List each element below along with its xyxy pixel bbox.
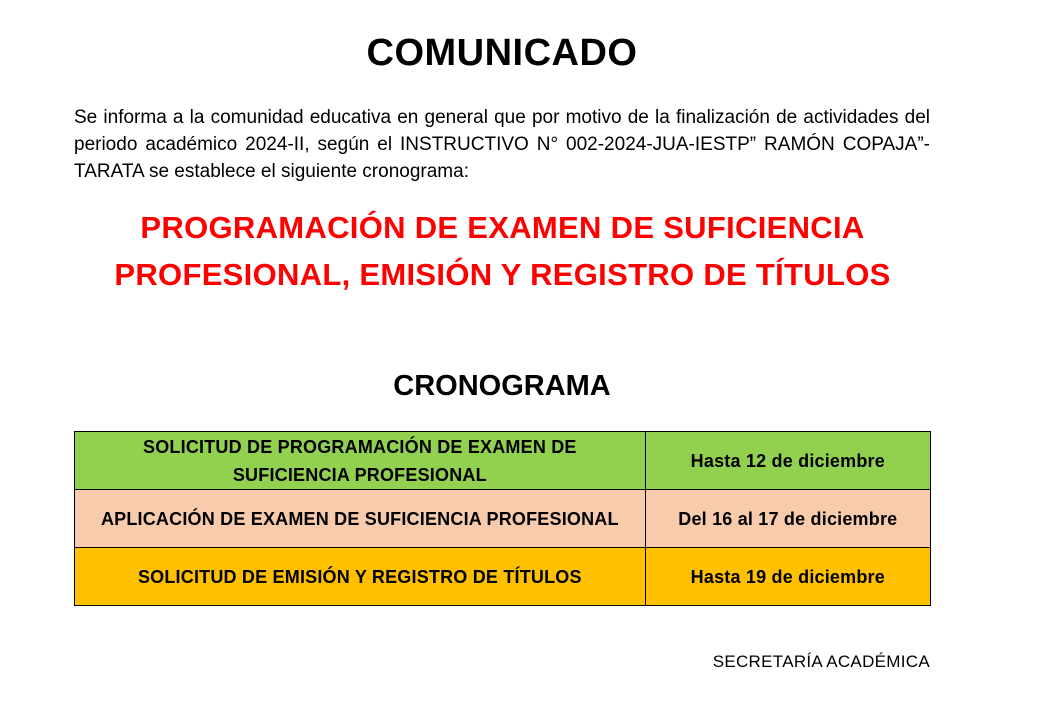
signature: SECRETARÍA ACADÉMICA <box>712 652 930 671</box>
schedule-row <box>75 432 931 490</box>
announcement-heading: PROGRAMACIÓN DE EXAMEN DE SUFICIENCIA PROFESIONAL, EMISIÓN Y REGISTRO DE TÍTULOS <box>114 210 891 292</box>
schedule-activity-cell: SOLICITUD DE EMISIÓN Y REGISTRO DE TÍTULOS <box>75 548 646 606</box>
schedule-title: CRONOGRAMA <box>393 370 611 402</box>
schedule-date-cell: Hasta 19 de diciembre <box>645 548 930 606</box>
page-title: COMUNICADO <box>366 32 638 74</box>
intro-paragraph: Se informa a la comunidad educativa en general que por motivo de la finalización de actividades del periodo académico 2024-II, según el INSTRUCTIVO N° 002-2024-JUA-IESTP” RAMÓN COPAJA”-TARATA se establece el siguiente cronograma: <box>74 107 930 182</box>
schedule-date-cell: Del 16 al 17 de diciembre <box>645 490 930 548</box>
schedule-row <box>75 548 931 606</box>
schedule-table <box>74 431 931 606</box>
schedule-activity-cell: APLICACIÓN DE EXAMEN DE SUFICIENCIA PROFESIONAL <box>75 490 646 548</box>
schedule-date-cell: Hasta 12 de diciembre <box>645 432 930 490</box>
schedule-row <box>75 490 931 548</box>
schedule-activity-cell: SOLICITUD DE PROGRAMACIÓN DE EXAMEN DE SUFICIENCIA PROFESIONAL <box>75 432 646 490</box>
